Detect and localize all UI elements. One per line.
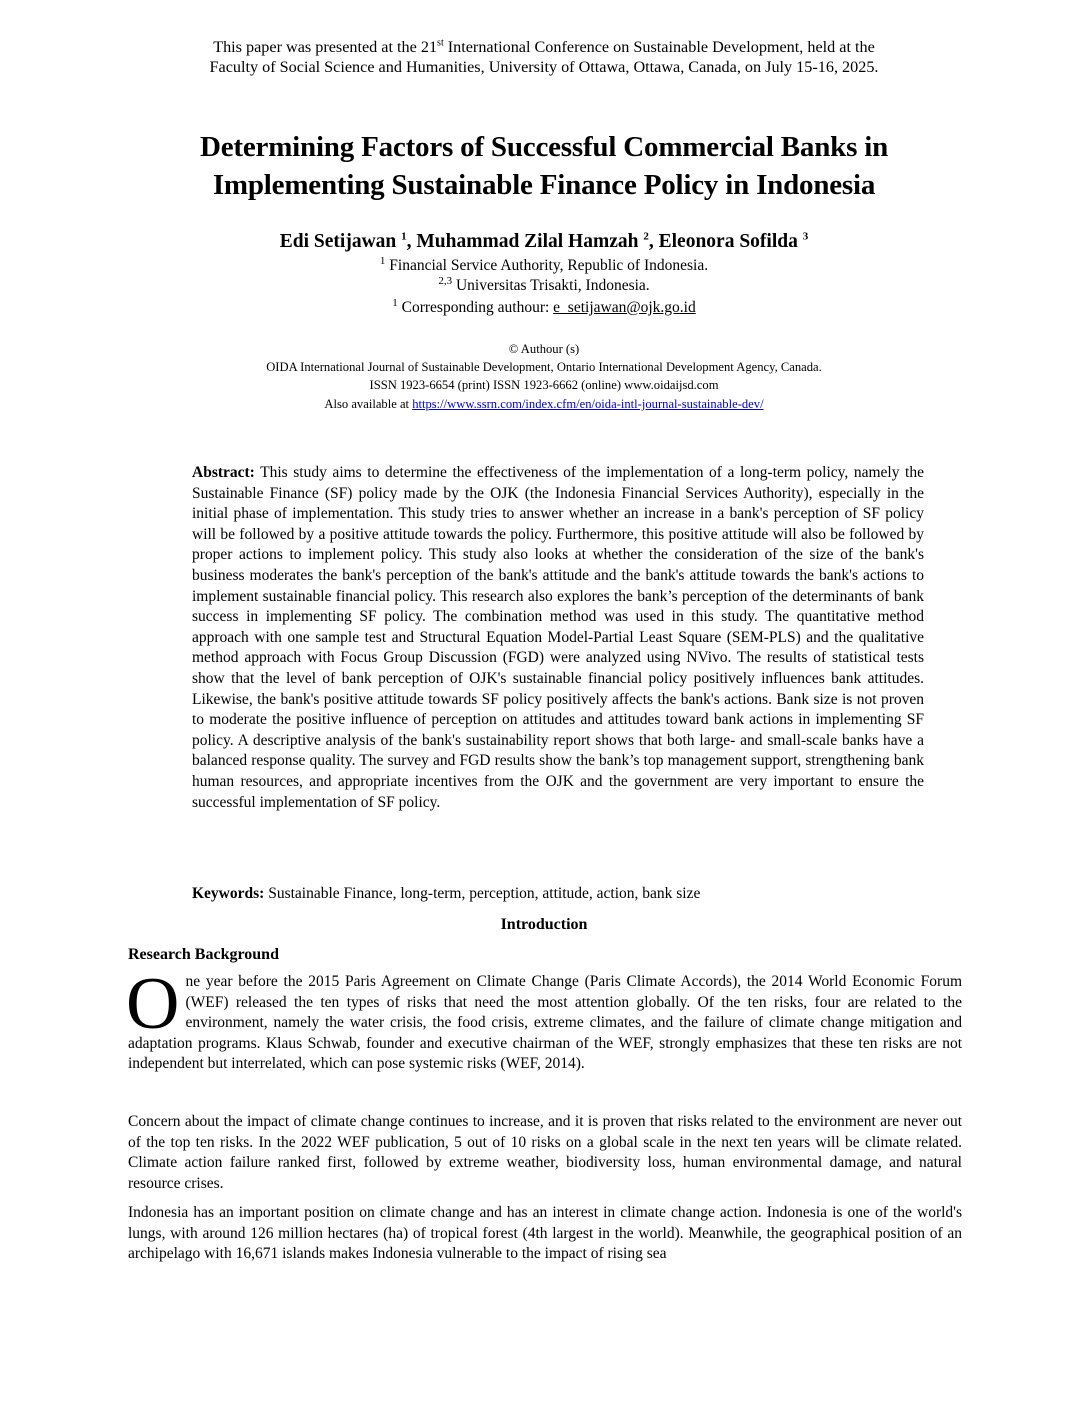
author-affiliation-mark: 2	[643, 230, 649, 243]
title-line-1: Determining Factors of Successful Commercial Banks in	[199, 131, 889, 163]
paper-title	[110, 128, 978, 204]
author-affiliation-mark: 1	[401, 230, 407, 243]
issn-line: ISSN 1923-6654 (print) ISSN 1923-6662 (online) www.oidaijsd.com	[369, 378, 719, 392]
body-paragraph-1: One year before the 2015 Paris Agreement on Climate Change (Paris Climate Accords), the 2014 World Economic Forum (WEF) released the ten types of risks that need the most attention globally. Of the ten risks, four are related to the environment, namely the water crisis, the food crisis, extreme climates, and the failure of climate change mitigation and adaptation programs. Klaus Schwab, founder and executive chairman of the WEF, strongly emphasizes that these ten risks are not independent but interrelated, which can pose systemic risks (WEF, 2014).	[126, 963, 962, 1073]
keywords-text: Sustainable Finance, long-term, perception, attitude, action, bank size	[264, 885, 701, 902]
ordinal-superscript: st	[437, 37, 444, 49]
availability-line: Also available at https://www.ssrn.com/index.cfm/en/oida-intl-journal-sustainable-dev/	[324, 397, 764, 411]
author-affiliation-mark: 3	[802, 230, 809, 243]
copyright-notice: © Authour (s)	[508, 342, 580, 356]
drop-cap: O	[126, 963, 180, 1045]
conference-note-line-2: Faculty of Social Science and Humanities, University of Ottawa, Ottawa, Canada, on July 15-16, 2025.	[209, 58, 879, 76]
title-line-2: Implementing Sustainable Finance Policy in Indonesia	[212, 169, 876, 201]
affiliation-2: $^{2,3}$ Universitas Trisakti, Indonesia.	[438, 274, 650, 294]
author-name: Muhammad Zilal Hamzah	[416, 231, 644, 252]
abstract-text: This study aims to determine the effectiveness of the implementation of a long-term policy, namely the Sustainable Finance (SF) policy made by the OJK (the Indonesia Financial Services Authority), especially in the initial phase of implementation. This study tries to answer whether an increase in a bank's perception of SF policy will be followed by a positive attitude towards the policy. Furthermore, this positive attitude will also be followed by proper actions to implement policy. This study also looks at whether the consideration of the size of the bank's business moderates the bank's perception of the bank's attitude and the bank's attitude towards the bank's actions to implement sustainable financial policy. This research also explores the bank’s perception of the determinants of bank success in implementing SF policy. The combination method was used in this study. The quantitative method approach with one sample test and Structural Equation Model-Partial Least Square (SEM-PLS) and the qualitative method approach with Focus Group Discussion (FGD) were analyzed using NVivo. The results of statistical tests show that the level of bank perception of OJK's sustainable financial policy positively influences bank attitudes. Likewise, the bank's positive attitude towards SF policy positively affects the bank's actions. Bank size is not proven to moderate the positive influence of perception on attitudes and attitudes toward bank actions in implementing SF policy. A descriptive analysis of the bank's sustainability report shows that both large- and small-scale banks have a balanced response quality. The survey and FGD results show the bank’s top management support, strengthening bank human resources, and appropriate incentives from the OJK and the government are very important to ensure the successful implementation of SF policy.	[192, 464, 924, 811]
body-paragraph-2: Concern about the impact of climate change continues to increase, and it is proven that risks related to the environment are never out of the top ten risks. In the 2022 WEF publication, 5 out of 10 risks on a global scale in the next ten years will be climate related. Climate action failure ranked first, followed by extreme weather, biodiversity loss, human environmental damage, and natural resource crises.	[128, 1113, 962, 1192]
conference-note	[120, 37, 968, 77]
ssrn-link[interactable]: https://www.ssrn.com/index.cfm/en/oida-intl-journal-sustainable-dev/	[412, 397, 764, 411]
subsection-heading-research-background: Research Background	[128, 946, 279, 963]
author-name: Eleonora Sofilda	[658, 231, 803, 252]
section-heading-introduction: Introduction	[500, 916, 588, 933]
author-name: Edi Setijawan	[279, 231, 402, 252]
author-list: Edi Setijawan $^1$, Muhammad Zilal Hamzah $^2$, Eleonora Sofilda $^3$	[279, 230, 809, 252]
conference-note-line-1: This paper was presented at the 21st International Conference on Sustainable Development, held at the	[213, 37, 875, 56]
keywords-label: Keywords:	[192, 885, 265, 902]
affiliation-1: $^1$ Financial Service Authority, Republic of Indonesia.	[379, 254, 709, 274]
abstract-label: Abstract:	[192, 464, 255, 481]
corresponding-email-link[interactable]: e_setijawan@ojk.go.id	[553, 299, 696, 316]
abstract	[192, 463, 924, 813]
journal-name: OIDA International Journal of Sustainable Development, Ontario International Development Agency, Canada.	[266, 360, 822, 374]
keywords	[192, 884, 924, 904]
body-paragraph-3: Indonesia has an important position on climate change and has an interest in climate change action. Indonesia is one of the world's lungs, with around 126 million hectares (ha) of tropical forest (4th largest in the world). Meanwhile, the geographical position of an archipelago with 16,671 islands makes Indonesia vulnerable to the impact of rising sea	[128, 1204, 962, 1263]
corresponding-author: $^1$ Corresponding authour: e_setijawan@ojk.go.id	[392, 296, 696, 316]
